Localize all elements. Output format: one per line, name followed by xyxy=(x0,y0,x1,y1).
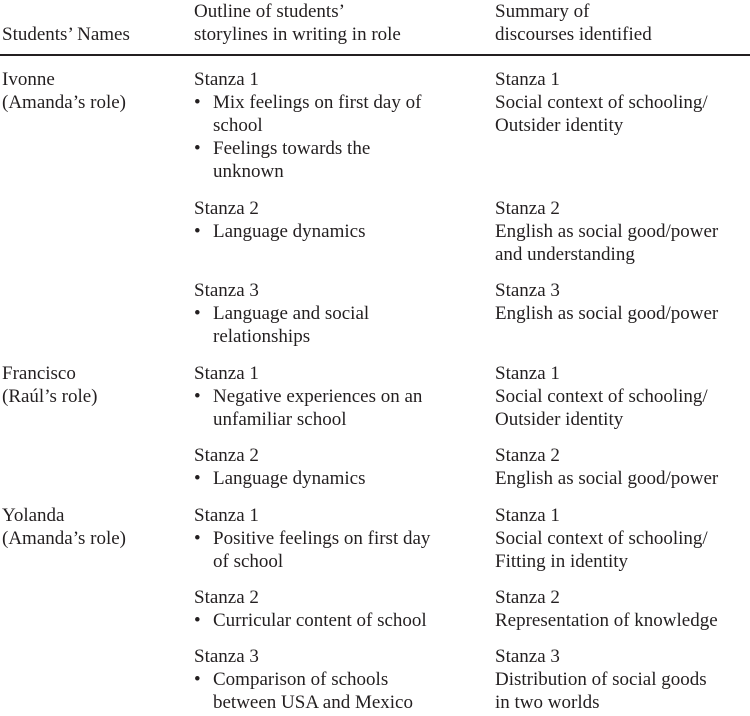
bullet-item xyxy=(194,385,494,431)
summary-text: in two worlds xyxy=(495,692,600,713)
bullet-text: Mix feelings on first day of xyxy=(213,92,422,113)
bullet-dot-icon: • xyxy=(194,468,201,489)
summary-text: Distribution of social goods xyxy=(495,669,707,690)
student-name: Yolanda xyxy=(2,505,65,526)
header-students-names: Students’ Names xyxy=(2,24,130,45)
summary-cell xyxy=(495,68,750,137)
outline-cell xyxy=(194,645,494,714)
summary-cell xyxy=(495,279,750,325)
summary-text: and understanding xyxy=(495,244,635,265)
bullet-text: Curricular content of school xyxy=(213,610,427,631)
summary-text: Outsider identity xyxy=(495,409,624,430)
stanza-label: Stanza 1 xyxy=(194,69,259,90)
summary-stanza-label: Stanza 1 xyxy=(495,69,560,90)
stanza-label: Stanza 3 xyxy=(194,280,259,301)
bullet-text: Language and social xyxy=(213,303,370,324)
summary-cell xyxy=(495,197,750,266)
bullet-text: unknown xyxy=(213,161,284,182)
outline-cell xyxy=(194,444,494,490)
bullet-item xyxy=(194,467,494,490)
stanza-label: Stanza 3 xyxy=(194,646,259,667)
student-role: (Amanda’s role) xyxy=(2,92,126,113)
summary-stanza-label: Stanza 1 xyxy=(495,363,560,384)
bullet-item xyxy=(194,137,494,183)
bullet-item xyxy=(194,527,494,573)
bullet-text: school xyxy=(213,115,263,136)
outline-cell xyxy=(194,504,494,573)
summary-cell xyxy=(495,586,750,632)
header-rule xyxy=(0,54,750,56)
summary-cell xyxy=(495,362,750,431)
student-name: Ivonne xyxy=(2,69,55,90)
summary-text: Social context of schooling/ xyxy=(495,92,708,113)
student-name-cell xyxy=(2,504,187,550)
summary-cell xyxy=(495,645,750,714)
bullet-dot-icon: • xyxy=(194,386,201,407)
stanza-label: Stanza 2 xyxy=(194,445,259,466)
bullet-dot-icon: • xyxy=(194,528,201,549)
table-header xyxy=(0,0,750,46)
summary-text: Outsider identity xyxy=(495,115,624,136)
bullet-item xyxy=(194,91,494,137)
summary-text: English as social good/power xyxy=(495,221,719,242)
student-role: (Amanda’s role) xyxy=(2,528,126,549)
outline-cell xyxy=(194,279,494,348)
summary-text: Social context of schooling/ xyxy=(495,386,708,407)
stanza-label: Stanza 1 xyxy=(194,363,259,384)
summary-stanza-label: Stanza 2 xyxy=(495,198,560,219)
summary-text: Fitting in identity xyxy=(495,551,629,572)
summary-text: Social context of schooling/ xyxy=(495,528,708,549)
outline-cell xyxy=(194,68,494,183)
bullet-text: Negative experiences on an xyxy=(213,386,423,407)
bullet-text: Language dynamics xyxy=(213,221,366,242)
student-role: (Raúl’s role) xyxy=(2,386,98,407)
bullet-dot-icon: • xyxy=(194,610,201,631)
bullet-item xyxy=(194,609,494,632)
bullet-text: Feelings towards the xyxy=(213,138,371,159)
bullet-text: Positive feelings on first day xyxy=(213,528,431,549)
summary-stanza-label: Stanza 1 xyxy=(495,505,560,526)
header-outline: Outline of students’ storylines in writing in role xyxy=(194,1,401,45)
outline-cell xyxy=(194,197,494,243)
stanza-label: Stanza 2 xyxy=(194,587,259,608)
summary-cell xyxy=(495,444,750,490)
stanza-label: Stanza 2 xyxy=(194,198,259,219)
summary-stanza-label: Stanza 2 xyxy=(495,445,560,466)
bullet-text: relationships xyxy=(213,326,311,347)
bullet-item xyxy=(194,220,494,243)
student-name: Francisco xyxy=(2,363,76,384)
bullet-dot-icon: • xyxy=(194,138,201,159)
summary-cell xyxy=(495,504,750,573)
bullet-text: Language dynamics xyxy=(213,468,366,489)
outline-cell xyxy=(194,362,494,431)
bullet-dot-icon: • xyxy=(194,669,201,690)
summary-text: English as social good/power xyxy=(495,468,719,489)
bullet-text: between USA and Mexico xyxy=(213,692,413,713)
bullet-dot-icon: • xyxy=(194,303,201,324)
bullet-text: unfamiliar school xyxy=(213,409,347,430)
student-name-cell xyxy=(2,68,187,114)
stanza-label: Stanza 1 xyxy=(194,505,259,526)
summary-text: Representation of knowledge xyxy=(495,610,718,631)
bullet-dot-icon: • xyxy=(194,221,201,242)
summary-stanza-label: Stanza 3 xyxy=(495,646,560,667)
bullet-item xyxy=(194,302,494,348)
bullet-dot-icon: • xyxy=(194,92,201,113)
outline-cell xyxy=(194,586,494,632)
summary-stanza-label: Stanza 2 xyxy=(495,587,560,608)
bullet-text: of school xyxy=(213,551,284,572)
summary-stanza-label: Stanza 3 xyxy=(495,280,560,301)
header-summary: Summary of discourses identified xyxy=(495,1,652,45)
bullet-text: Comparison of schools xyxy=(213,669,389,690)
bullet-item xyxy=(194,668,494,714)
summary-text: English as social good/power xyxy=(495,303,719,324)
student-name-cell xyxy=(2,362,187,408)
